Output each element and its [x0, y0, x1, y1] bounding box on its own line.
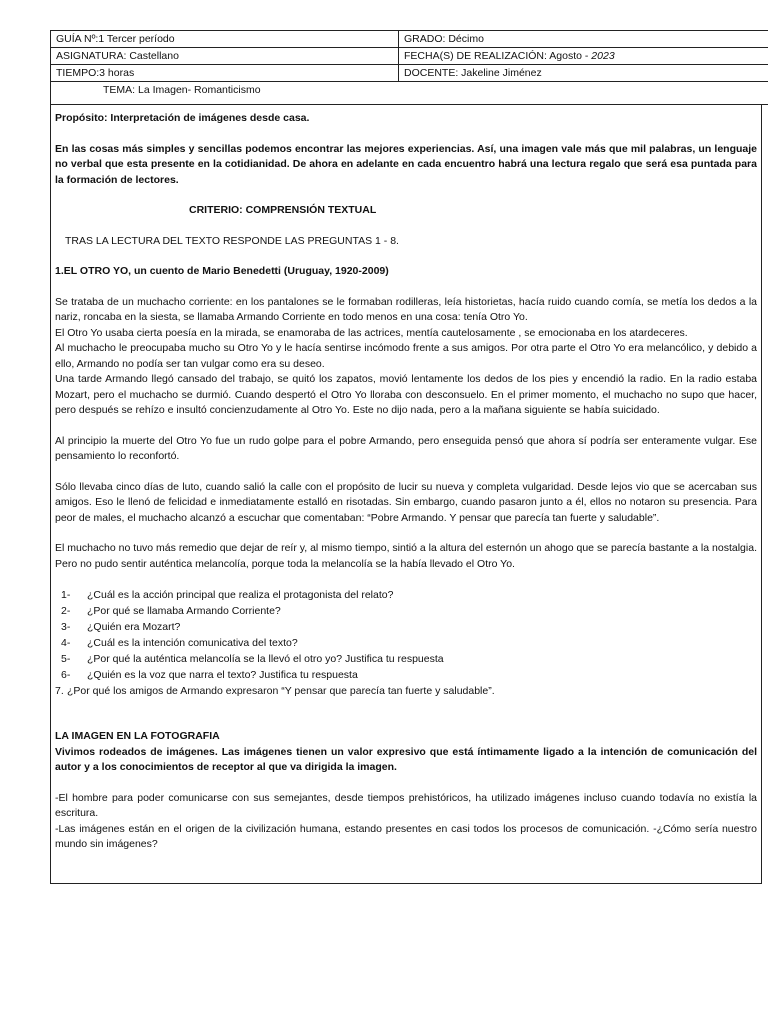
- fotografia-paragraph: -El hombre para poder comunicarse con sus semejantes, desde tiempos prehistóricos, ha utilizado imágenes incluso cuando todavía no existía la escritura.: [55, 791, 757, 819]
- question-item: [55, 651, 757, 667]
- story-paragraph: Una tarde Armando llegó cansado del trabajo, se quitó los zapatos, movió lentamente los dedos de los pies y encendió la radio. En la radio estaba Mozart, pero el muchacho se durmió. Cuando despertó el Otro Yo lloraba con desconsuelo. En el primer momento, el muchacho no supo que hacer, pero después se rehízo e insultó concienzudamente al Otro Yo. Este no dijo nada, pero a la mañana siguiente se había suicidado.: [55, 373, 757, 416]
- tiempo-cell: TIEMPO:3 horas: [51, 65, 399, 82]
- fecha-cell: [399, 48, 768, 65]
- question-text: ¿Quién era Mozart?: [87, 621, 181, 633]
- question-item: [55, 603, 757, 619]
- header-row: [51, 82, 768, 105]
- spacer: [55, 699, 757, 714]
- fotografia-paragraph: -Las imágenes están en el origen de la civilización humana, estando presentes en casi todos los procesos de comunicación. -¿Cómo sería nuestro mundo sin imágenes?: [55, 822, 757, 850]
- question-text: ¿Quién es la voz que narra el texto? Justifica tu respuesta: [87, 669, 358, 681]
- question-item: [55, 635, 757, 651]
- fotografia-subtitle: Vivimos rodeados de imágenes. Las imágenes tienen un valor expresivo que está íntimamente ligado a la intención de comunicación del autor y a los conocimientos de receptor al que va dirigida la imagen.: [55, 745, 757, 773]
- story-paragraph: El Otro Yo usaba cierta poesía en la mirada, se enamoraba de las actrices, mentía cautelosamente , se emocionaba en los atardeceres.: [55, 326, 688, 339]
- spacer: [55, 465, 757, 480]
- spacer: [55, 188, 757, 203]
- intro-paragraph: En las cosas más simples y sencillas podemos encontrar las mejores experiencias. Así, una imagen vale más que mil palabras, un lenguaje no verbal que esta presente en la cotidianidad. De ahora en adelante en cada encuentro habrá una lectura regalo que será esa puntada para la formación de lectores.: [55, 142, 757, 186]
- asignatura-cell: ASIGNATURA: Castellano: [51, 48, 399, 65]
- story-paragraph: Al muchacho le preocupaba mucho su Otro Yo y le hacía sentirse incómodo frente a sus amigos. Por otra parte el Otro Yo era melancólico, y debido a ello, Armando no podía ser tan vulgar como era su deseo.: [55, 342, 757, 370]
- guia-cell: GUÍA Nº:1 Tercer período: [51, 31, 399, 48]
- question-item: [55, 619, 757, 635]
- question-item: [55, 683, 757, 699]
- question-number: 5-: [61, 653, 71, 665]
- instruction: TRAS LA LECTURA DEL TEXTO RESPONDE LAS PREGUNTAS 1 - 8.: [65, 234, 399, 247]
- spacer: [55, 280, 757, 295]
- fecha-label: FECHA(S) DE REALIZACIÓN: Agosto -: [404, 50, 592, 62]
- question-number: 2-: [61, 605, 71, 617]
- content-box: [50, 105, 762, 884]
- spacer: [55, 526, 757, 541]
- question-text: ¿Por qué se llamaba Armando Corriente?: [87, 605, 281, 617]
- fotografia-title: LA IMAGEN EN LA FOTOGRAFIA: [55, 730, 220, 742]
- tema-cell: TEMA: La Imagen- Romanticismo: [51, 82, 768, 105]
- criterio-heading: CRITERIO: COMPRENSIÓN TEXTUAL: [189, 204, 377, 216]
- question-number: 7.: [55, 685, 64, 697]
- question-number: 6-: [61, 669, 71, 681]
- question-item: [55, 587, 757, 603]
- spacer: [55, 127, 757, 142]
- story-paragraph: Sólo llevaba cinco días de luto, cuando salió la calle con el propósito de lucir su nueva y completa vulgaridad. Desde lejos vio que se acercaban sus amigos. Eso le llenó de felicidad e inmediatamente estalló en risotadas. Sin embargo, cuando pasaron junto a él, ellos no notaron su presencia. Para peor de males, el muchacho alcanzó a escuchar que comentaban: “Pobre Armando. Y pensar que parecía tan fuerte y saludable”.: [55, 480, 757, 524]
- grado-cell: GRADO: Décimo: [399, 31, 768, 48]
- story-paragraph: Se trataba de un muchacho corriente: en los pantalones se le formaban rodilleras, leía historietas, hacía ruido cuando comía, se metía los dedos a la nariz, roncaba en la siesta, se llamaba Armando Corriente en todo menos en una cosa: tenía Otro Yo.: [55, 295, 757, 323]
- fecha-year: 2023: [591, 50, 615, 62]
- story-title: 1.EL OTRO YO, un cuento de Mario Benedetti (Uruguay, 1920-2009): [55, 265, 389, 277]
- story-paragraph: El muchacho no tuvo más remedio que dejar de reír y, al mismo tiempo, sintió a la altura del esternón un ahogo que se parecía bastante a la nostalgia. Pero no pudo sentir auténtica melancolía, porque toda la melancolía se la había llevado el Otro Yo.: [55, 542, 757, 570]
- spacer: [55, 419, 757, 434]
- spacer: [55, 249, 757, 264]
- question-item: [55, 667, 757, 683]
- worksheet: [50, 30, 762, 884]
- docente-cell: DOCENTE: Jakeline Jiménez: [399, 65, 768, 82]
- question-text: ¿Cuál es la intención comunicativa del texto?: [87, 637, 298, 649]
- story-paragraph: Al principio la muerte del Otro Yo fue un rudo golpe para el pobre Armando, pero enseguida pensó que ahora sí podría ser enteramente vulgar. Ese pensamiento lo reconfortó.: [55, 434, 757, 462]
- header-table: [50, 30, 768, 105]
- proposito: Propósito: Interpretación de imágenes desde casa.: [55, 112, 310, 124]
- question-number: 4-: [61, 637, 71, 649]
- question-number: 1-: [61, 589, 71, 601]
- question-text: ¿Por qué la auténtica melancolía se la llevó el otro yo? Justifica tu respuesta: [87, 653, 444, 665]
- spacer: [55, 572, 757, 587]
- header-row: [51, 48, 768, 65]
- question-number: 3-: [61, 621, 71, 633]
- question-text: ¿Cuál es la acción principal que realiza el protagonista del relato?: [87, 589, 394, 601]
- header-row: [51, 31, 768, 48]
- spacer: [55, 776, 757, 791]
- spacer: [55, 219, 757, 234]
- spacer: [55, 714, 757, 729]
- header-row: [51, 65, 768, 82]
- question-text: ¿Por qué los amigos de Armando expresaron “Y pensar que parecía tan fuerte y saludable”.: [67, 685, 495, 697]
- question-list: [55, 587, 757, 699]
